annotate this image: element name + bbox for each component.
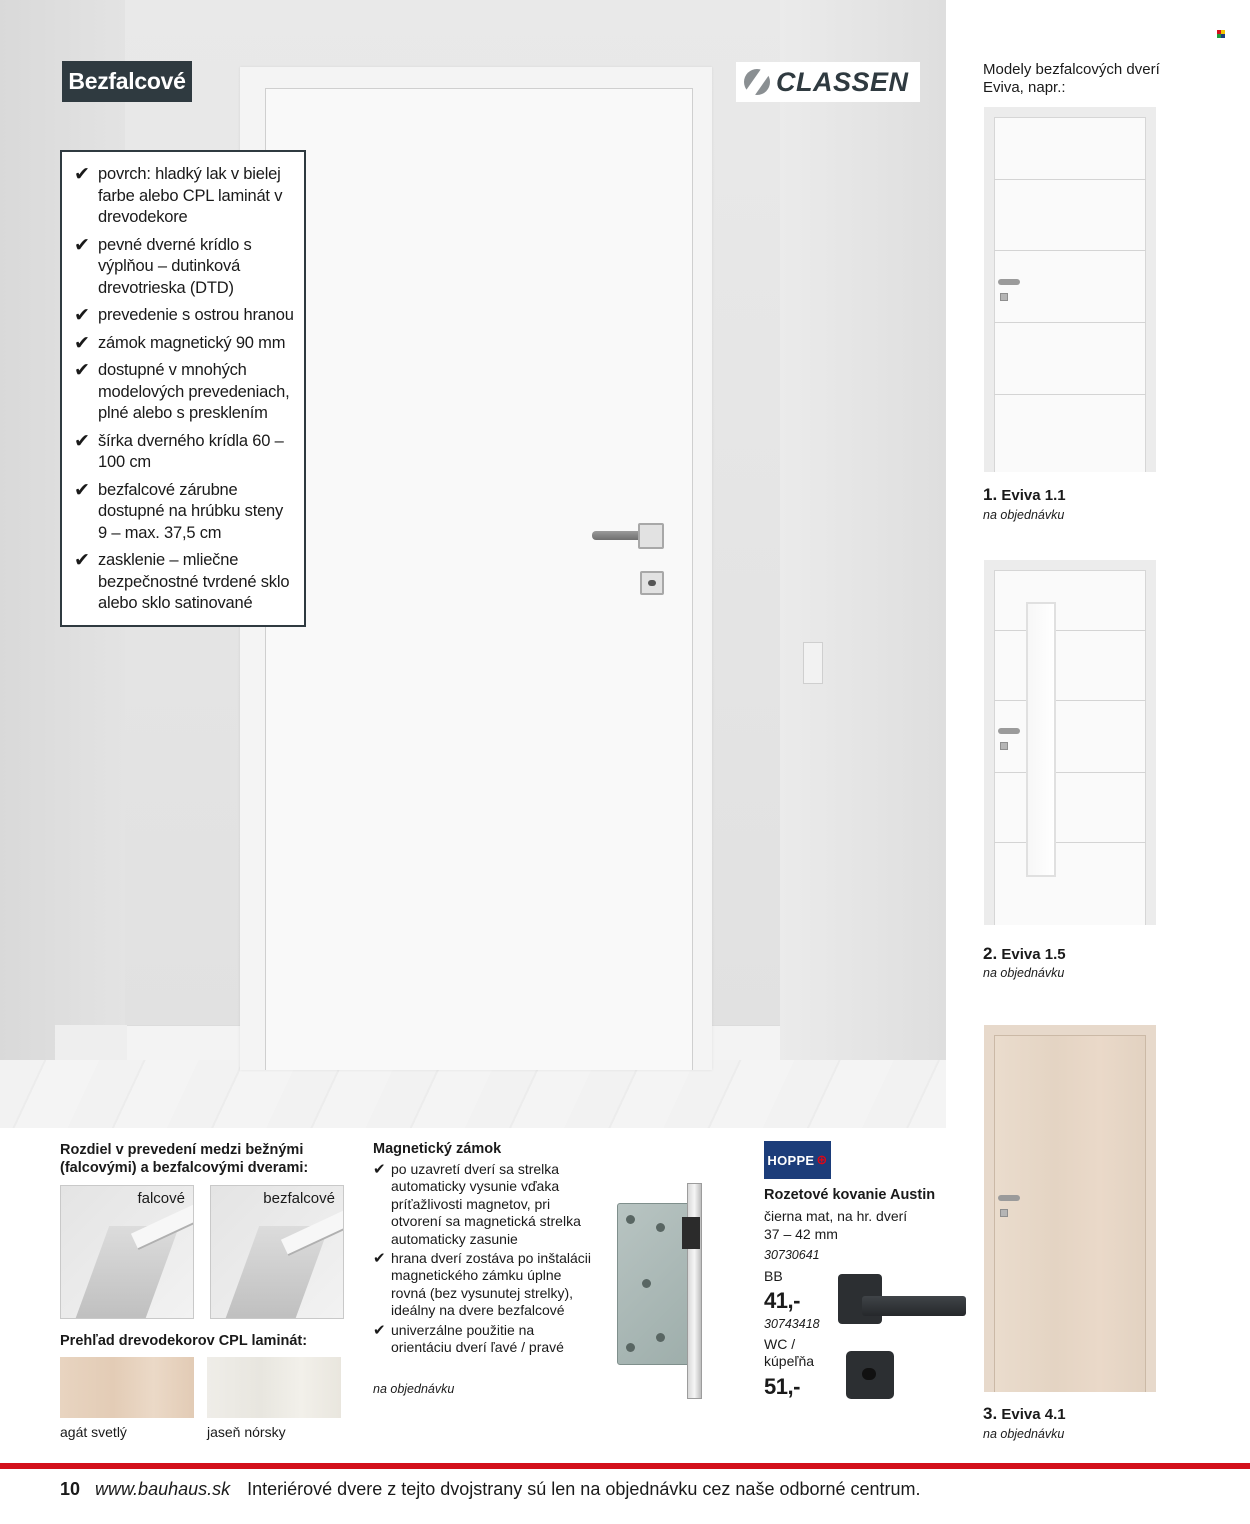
magnet-feature-list xyxy=(373,1161,591,1358)
magnet-note: na objednávku xyxy=(373,1382,455,1396)
door-model-eviva-1-5 xyxy=(984,560,1156,925)
check-icon: ✔ xyxy=(373,1161,386,1178)
check-icon: ✔ xyxy=(74,430,90,452)
door-leaf xyxy=(265,88,693,1070)
model-note: na objednávku xyxy=(983,966,1065,980)
magnet-title: Magnetický zámok xyxy=(373,1141,502,1157)
keyhole-icon xyxy=(1000,293,1008,301)
decor-swatch-agat xyxy=(60,1357,194,1418)
list-item: ✔ šírka dverného krídla 60 – 100 cm xyxy=(74,430,284,471)
door-handle-icon xyxy=(592,523,664,549)
marble-floor xyxy=(0,1060,946,1128)
check-icon: ✔ xyxy=(373,1321,386,1339)
model-label: 2. Eviva 1.5 xyxy=(983,944,1066,963)
keyhole-icon xyxy=(1000,742,1008,750)
profile-rebated-image xyxy=(60,1185,194,1319)
footer xyxy=(60,1479,921,1500)
hardware-description: čierna mat, na hr. dverí 37 – 42 mm xyxy=(764,1208,908,1242)
door-model-eviva-4-1 xyxy=(984,1025,1156,1392)
decor-swatch-jasen xyxy=(207,1357,341,1418)
hoppe-mark-icon: ⊕ xyxy=(816,1152,828,1167)
check-icon: ✔ xyxy=(74,305,90,326)
list-item: ✔ hrana dverí zostáva po inštalácii magnetického zámku úplne rovná (bez vysunutej strelky), ideálny na dvere bezfalcové xyxy=(373,1250,591,1319)
baseboard-left xyxy=(55,1025,127,1063)
keyhole-icon xyxy=(640,571,664,595)
footer-divider xyxy=(0,1463,1250,1469)
list-item: ✔ bezfalcové zárubne dostupné na hrúbku steny 9 – max. 37,5 cm xyxy=(74,479,284,542)
check-icon: ✔ xyxy=(74,164,90,185)
decor-label: jaseň nórsky xyxy=(207,1424,286,1440)
classen-leaf-icon xyxy=(744,69,770,95)
check-icon: ✔ xyxy=(74,332,90,354)
door-handle-icon xyxy=(998,279,1020,285)
list-item: ✔ pevné dverné krídlo s výplňou – dutinková drevotrieska (DTD) xyxy=(74,234,252,297)
profile-label: falcové xyxy=(137,1190,185,1207)
lever-handle-image xyxy=(838,1274,966,1326)
check-icon: ✔ xyxy=(74,360,90,381)
profile-label: bezfalcové xyxy=(263,1190,335,1207)
list-item: ✔ prevedenie s ostrou hranou xyxy=(74,305,294,326)
list-item: ✔ po uzavretí dverí sa strelka automaticky vysunie vďaka príťažlivosti magnetov, pri otvorení sa magnetická strelka automaticky zasunie xyxy=(373,1161,581,1247)
model-label: 1. Eviva 1.1 xyxy=(983,485,1066,504)
list-item: ✔ univerzálne použitie na orientáciu dverí ľavé / pravé xyxy=(373,1321,564,1356)
bauhaus-mini-logo-icon xyxy=(1217,30,1227,38)
decor-title: Prehľad drevodekorov CPL laminát: xyxy=(60,1333,308,1349)
list-item: ✔ zasklenie – mliečne bezpečnostné tvrdené sklo alebo sklo satinované xyxy=(74,550,290,612)
models-title: Modely bezfalcových dverí Eviva, napr.: xyxy=(983,61,1160,96)
check-icon: ✔ xyxy=(74,479,90,501)
price: 41,- xyxy=(764,1288,800,1313)
website-link[interactable]: www.bauhaus.sk xyxy=(95,1479,231,1499)
model-note: na objednávku xyxy=(983,508,1065,522)
door-handle-icon xyxy=(998,1195,1020,1201)
check-icon: ✔ xyxy=(74,234,90,256)
list-item: ✔ zámok magnetický 90 mm xyxy=(74,332,286,354)
glass-panel xyxy=(1026,602,1056,877)
wall-right xyxy=(780,0,946,1060)
page-number: 10 xyxy=(60,1479,81,1499)
check-icon: ✔ xyxy=(74,550,90,571)
feature-list xyxy=(60,150,306,627)
model-label: 3. Eviva 4.1 xyxy=(983,1404,1066,1423)
profile-flush-image xyxy=(210,1185,344,1319)
keyhole-icon xyxy=(1000,1209,1008,1217)
product-code: 30730641 xyxy=(764,1248,820,1262)
magnetic-lock-image xyxy=(612,1183,718,1399)
key-rose-image xyxy=(846,1351,894,1399)
footer-text: Interiérové dvere z tejto dvojstrany sú len na objednávku cez naše odborné centrum. xyxy=(247,1479,921,1499)
variant-label: BB xyxy=(764,1268,783,1284)
light-switch xyxy=(803,642,823,684)
hoppe-logo: HOPPE ⊕ xyxy=(764,1141,831,1179)
section-tag: Bezfalcové xyxy=(62,61,192,102)
door-handle-icon xyxy=(998,728,1020,734)
price: 51,- xyxy=(764,1374,800,1399)
classen-logo-text: CLASSEN xyxy=(776,66,909,97)
difference-title: Rozdiel v prevedení medzi bežnými (falcovými) a bezfalcovými dverami: xyxy=(60,1142,309,1176)
product-code: 30743418 xyxy=(764,1317,820,1331)
variant-label: WC / kúpeľňa xyxy=(764,1336,815,1369)
model-note: na objednávku xyxy=(983,1427,1065,1441)
classen-logo xyxy=(736,62,920,102)
list-item: ✔ dostupné v mnohých modelových prevedeniach, plné alebo s presklením xyxy=(74,360,290,422)
hardware-title: Rozetové kovanie Austin xyxy=(764,1187,936,1203)
check-icon: ✔ xyxy=(373,1250,386,1268)
list-item: ✔ povrch: hladký lak v bielej farbe alebo CPL laminát v drevodekore xyxy=(74,164,283,226)
decor-label: agát svetlý xyxy=(60,1424,127,1440)
door-model-eviva-1-1 xyxy=(984,107,1156,472)
